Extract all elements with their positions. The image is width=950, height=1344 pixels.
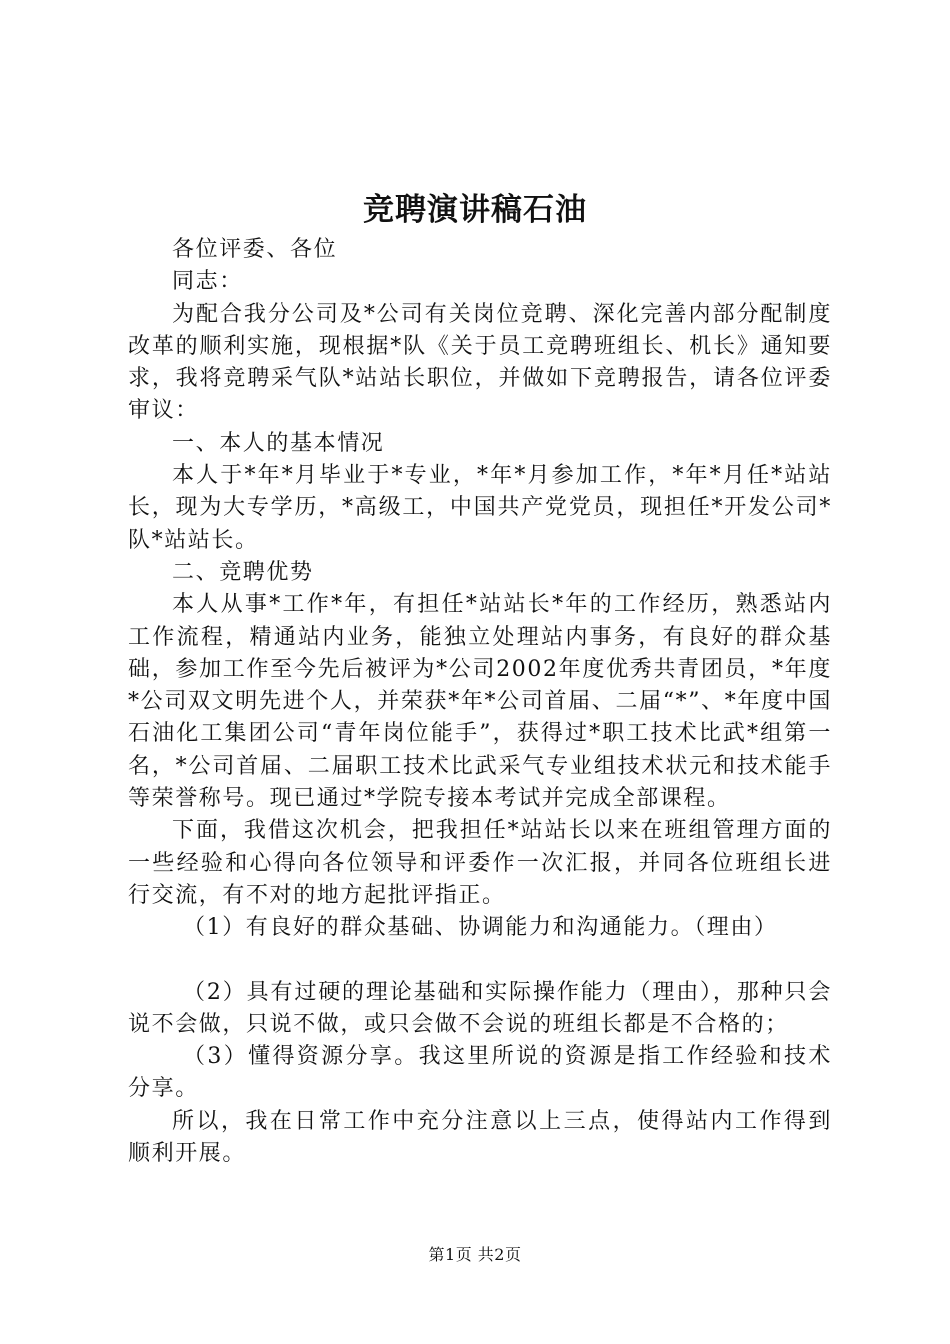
point-2: （2）具有过硬的理论基础和实际操作能力（理由），那种只会说不会做，只说不做，或只会做不会说的班组长都是不合格的；: [128, 979, 832, 1037]
page-number-footer: 第1页 共2页: [428, 1245, 522, 1264]
document-body: [128, 234, 832, 1170]
basic-info-paragraph: 本人于*年*月毕业于*专业，*年*月参加工作，*年*月任*站站长，现为大专学历，*高级工，中国共产党党员，现担任*开发公司*队*站站长。: [128, 463, 832, 553]
conclusion-paragraph: 所以，我在日常工作中充分注意以上三点，使得站内工作得到顺利开展。: [128, 1108, 832, 1167]
report-intro-paragraph: 下面，我借这次机会，把我担任*站站长以来在班组管理方面的一些经验和心得向各位领导和评委作一次汇报，并同各位班组长进行交流，有不对的地方起批评指正。: [128, 818, 832, 908]
section-heading-basic-info: 一、本人的基本情况: [172, 430, 385, 456]
point-1: （1）有良好的群众基础、协调能力和沟通能力。（理由）: [183, 915, 778, 941]
intro-paragraph: 为配合我分公司及*公司有关岗位竞聘、深化完善内部分配制度改革的顺利实施，现根据*队《关于员工竞聘班组长、机长》通知要求，我将竞聘采气队*站站长职位，并做如下竞聘报告，请各位评委审议：: [128, 301, 832, 424]
section-heading-advantages: 二、竞聘优势: [172, 559, 314, 585]
point-3: （3）懂得资源分享。我这里所说的资源是指工作经验和技术分享。: [128, 1044, 832, 1102]
document-title: 竞聘演讲稿石油: [363, 192, 587, 228]
advantages-paragraph: 本人从事*工作*年，有担任*站站长*年的工作经历，熟悉站内工作流程，精通站内业务，能独立处理站内事务，有良好的群众基础，参加工作至今先后被评为*公司2002年度优秀共青团员，*年度*公司双文明先进个人，并荣获*年*公司首届、二届“*”、*年度中国石油化工集团公司“青年岗位能手”，获得过*职工技术比武*组第一名，*公司首届、二届职工技术比武采气专业组技术状元和技术能手等荣誉称号。现已通过*学院专接本考试并完成全部课程。: [128, 592, 832, 812]
salutation-line-1: 各位评委、各位: [172, 237, 338, 262]
salutation-line-2: 同志：: [172, 269, 243, 295]
